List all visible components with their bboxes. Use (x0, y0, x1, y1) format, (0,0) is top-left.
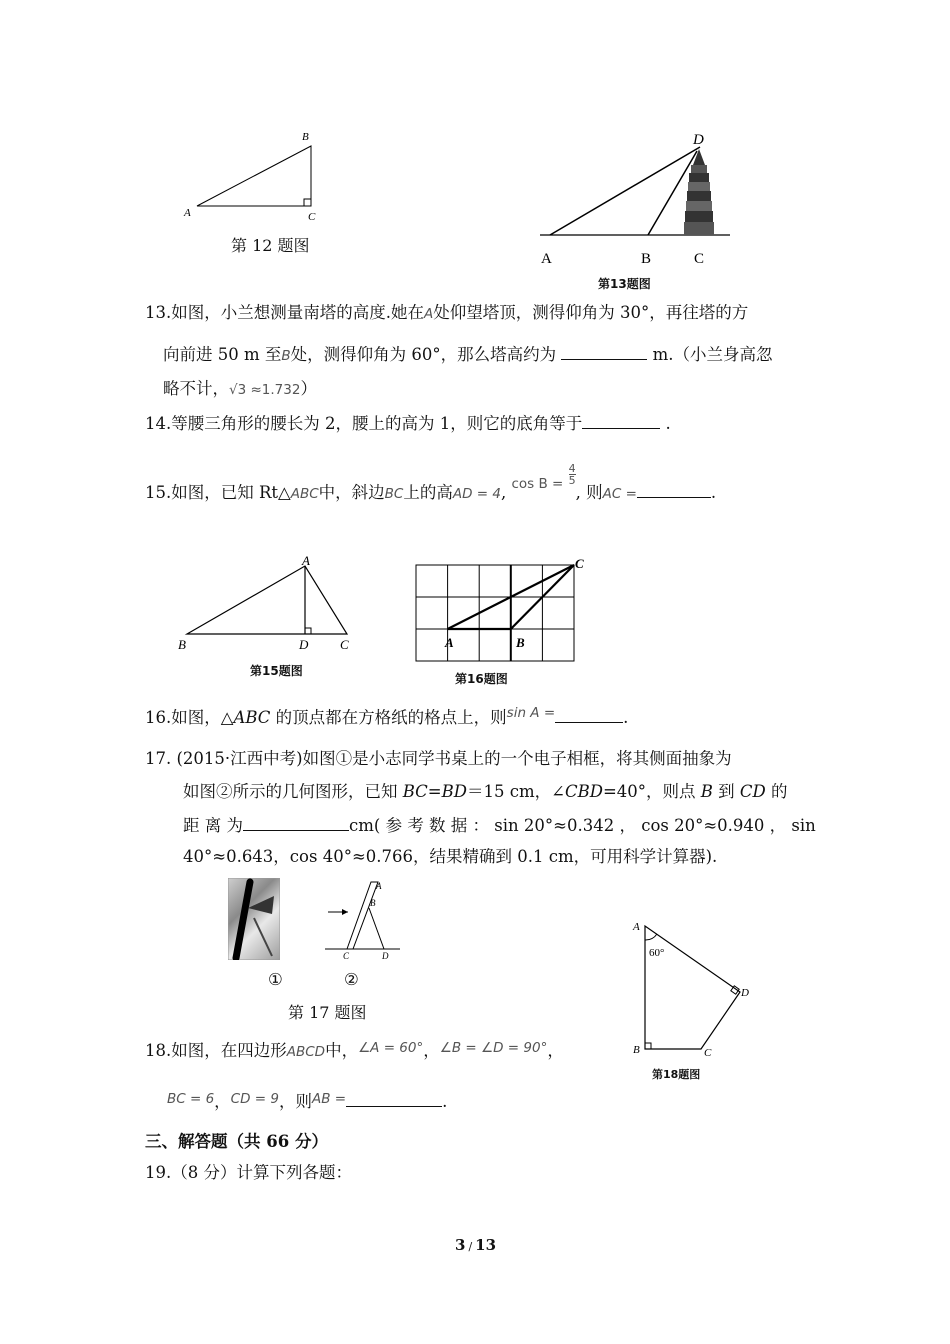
figure-18-quadrilateral (628, 915, 758, 1065)
fig12-caption: 第 12 题图 (231, 236, 310, 255)
section3-title: 三、解答题（共 66 分） (145, 1132, 328, 1151)
fig15-label-c: C (340, 637, 349, 652)
figure-12 (178, 128, 338, 228)
page-total: 13 (475, 1236, 497, 1254)
q17-answer-blank (243, 814, 349, 831)
figure-15-triangle (175, 552, 360, 657)
q15-answer-blank (637, 481, 711, 498)
q14: 14.等腰三角形的腰长为 2，腰上的高为 1，则它的底角等于 . (145, 414, 671, 433)
q13-line3: 略不计，√3 ≈1.732） (163, 379, 317, 398)
q18-answer-blank (346, 1090, 442, 1107)
page-separator: / (468, 1240, 473, 1253)
q17-line2: 如图②所示的几何图形，已知 BC=BD＝15 cm，∠CBD=40°，则点 B 到 CD 的 (183, 782, 788, 801)
figure-13-diagram (535, 125, 735, 295)
fig18-label-c: C (704, 1047, 712, 1059)
fig17-label-c: C (343, 951, 350, 961)
fig13-label-d: D (693, 132, 704, 148)
fig16-label-a: A (445, 635, 454, 650)
pagoda-icon (684, 149, 714, 235)
figure-16-grid (410, 555, 595, 667)
fig13-label-a: A (541, 251, 552, 267)
fig16-label-c: C (575, 556, 584, 571)
fig17-label-d: D (382, 951, 389, 961)
fig18-label-b: B (633, 1044, 640, 1056)
q15-fraction: $\frac{4}{5}$ (568, 462, 576, 487)
q13-line2: 向前进 50 m 至B处，测得仰角为 60°，那么塔高约为 m.（小兰身高忽 (163, 345, 773, 364)
fig16-label-b: B (516, 635, 525, 650)
fig17-label-b: B (370, 898, 376, 908)
q14-answer-blank (582, 412, 660, 429)
fig12-label-a: A (184, 207, 191, 219)
q18-line2: $^{BC = 6}$，$^{CD = 9}$，则$^{AB =}$ . (167, 1091, 448, 1111)
fig13-label-b: B (641, 251, 652, 267)
figure-17-diagram (320, 876, 410, 966)
q19: 19.（8 分）计算下列各题： (145, 1163, 352, 1182)
fig18-angle: 60° (649, 947, 665, 959)
q16-answer-blank (555, 706, 623, 723)
figure-18 (628, 915, 758, 1065)
fig18-caption: 第18题图 (652, 1068, 701, 1081)
fig15-caption: 第15题图 (250, 664, 303, 678)
fig17-label-1: ① (268, 970, 283, 989)
fig18-label-d: D (741, 987, 749, 999)
fig13-caption: 第13题图 (598, 277, 651, 291)
q16: 16.如图，△ABC 的顶点都在方格纸的格点上，则$^{sin A =}$ . (145, 705, 629, 727)
figure-15 (175, 552, 360, 657)
page-number (455, 1234, 496, 1258)
photo-frame-icon (228, 878, 280, 960)
q17-line3: 距 离 为 cm( 参 考 数 据 ： sin 20°≈0.342 ， cos 20°≈0.940 ， sin (183, 816, 816, 835)
q13-line1: 13.如图，小兰想测量南塔的高度.她在A处仰望塔顶，测得仰角为 30°，再往塔的方 (145, 303, 749, 322)
q15: 15.如图，已知 Rt△ABC中，斜边BC上的高AD = 4, $^{cos B =}$ $\frac{4}{5}$ , 则AC = . (145, 462, 717, 502)
page-current: 3 (455, 1236, 466, 1254)
fig12-label-c: C (308, 211, 316, 223)
fig13-label-c: C (694, 251, 705, 267)
fig18-label-a: A (633, 921, 640, 933)
fig17-label-a: A (376, 881, 382, 891)
figure-13 (535, 125, 735, 295)
fig16-caption: 第16题图 (455, 672, 508, 686)
q13-answer-blank (561, 343, 647, 360)
figure-16 (410, 555, 595, 667)
q17-line4: 40°≈0.643，cos 40°≈0.766，结果精确到 0.1 cm，可用科学计算器). (183, 847, 718, 866)
q18-line1: 18.如图，在四边形ABCD中，$^{\angle A = 60^\circ}$，$^{\angle B = \angle D = 90^\circ}$， (145, 1040, 564, 1060)
figure-17-photo (228, 878, 280, 960)
fig17-label-2: ② (344, 970, 359, 989)
fig15-label-d: D (299, 637, 309, 652)
figure-12-triangle (178, 128, 338, 228)
fig12-label-b: B (302, 131, 309, 143)
figure-17-geometry (320, 876, 410, 966)
fig17-caption: 第 17 题图 (288, 1003, 367, 1022)
fig15-label-a: A (302, 553, 310, 568)
fig15-label-b: B (178, 637, 186, 652)
q17-line1: 17. (2015·江西中考)如图①是小志同学书桌上的一个电子相框，将其侧面抽象为 (145, 749, 732, 768)
